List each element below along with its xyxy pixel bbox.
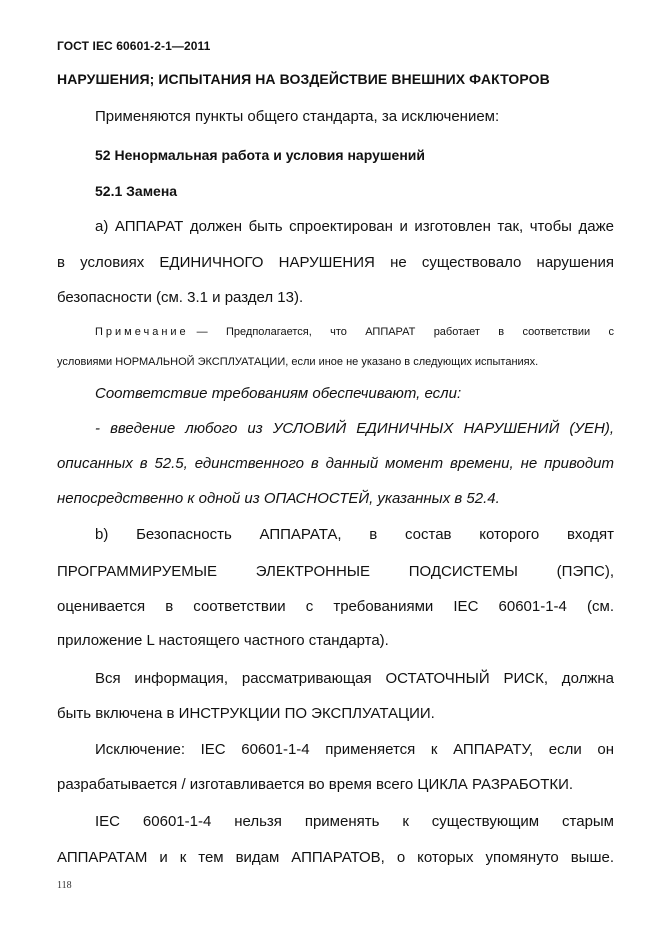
para-info-line-1: Вся информация, рассматривающая ОСТАТОЧНЫЙ РИСК, должна <box>95 670 614 687</box>
para-b-line-2: ПРОГРАММИРУЕМЫЕ ЭЛЕКТРОННЫЕ ПОДСИСТЕМЫ (ПЭПС), <box>57 563 614 580</box>
compliance-line-2: - введение любого из УСЛОВИЙ ЕДИНИЧНЫХ НАРУШЕНИЙ (УЕН), <box>95 420 614 437</box>
section-title: НАРУШЕНИЯ; ИСПЫТАНИЯ НА ВОЗДЕЙСТВИЕ ВНЕШНИХ ФАКТОРОВ <box>57 71 550 87</box>
intro-text: Применяются пункты общего стандарта, за исключением: <box>95 108 500 125</box>
note-label: Примечание <box>95 326 189 338</box>
para-b-line-3: оценивается в соответствии с требованиями IEC 60601-1-4 (см. <box>57 598 614 615</box>
para-a-line-2: в условиях ЕДИНИЧНОГО НАРУШЕНИЯ не существовало нарушения <box>57 254 614 271</box>
compliance-line-3: описанных в 52.5, единственного в данный момент времени, не приводит <box>57 455 614 472</box>
para-exception-line-1: Исключение: IEC 60601-1-4 применяется к АППАРАТУ, если он <box>95 741 614 758</box>
para-a-line-1: а) АППАРАТ должен быть спроектирован и изготовлен так, чтобы даже <box>95 218 614 235</box>
para-a-line-3: безопасности (см. 3.1 и раздел 13). <box>57 289 304 306</box>
note-line-1 <box>95 325 614 339</box>
compliance-line-4: непосредственно к одной из ОПАСНОСТЕЙ, указанных в 52.4. <box>57 490 500 507</box>
para-old-line-2: АППАРАТАМ и к тем видам АППАРАТОВ, о которых упомянуто выше. <box>57 849 614 866</box>
note-line-2: условиями НОРМАЛЬНОЙ ЭКСПЛУАТАЦИИ, если иное не указано в следующих испытаниях. <box>57 356 539 368</box>
heading-52: 52 Ненормальная работа и условия нарушений <box>95 147 425 163</box>
standard-code-header: ГОСТ IEC 60601-2-1—2011 <box>57 39 211 53</box>
para-info-line-2: быть включена в ИНСТРУКЦИИ ПО ЭКСПЛУАТАЦИИ. <box>57 705 435 722</box>
page-number: 118 <box>57 880 72 891</box>
note-text-1: — Предполагается, что АППАРАТ работает в соответствии с <box>196 326 614 338</box>
compliance-line-1: Соответствие требованиям обеспечивают, если: <box>95 385 462 402</box>
heading-52-1: 52.1 Замена <box>95 183 178 199</box>
para-b-line-4: приложение L настоящего частного стандарта). <box>57 632 389 649</box>
para-exception-line-2: разрабатывается / изготавливается во время всего ЦИКЛА РАЗРАБОТКИ. <box>57 776 574 793</box>
para-b-line-1: b) Безопасность АППАРАТА, в состав которого входят <box>95 526 614 543</box>
para-old-line-1: IEC 60601-1-4 нельзя применять к существующим старым <box>95 813 614 830</box>
